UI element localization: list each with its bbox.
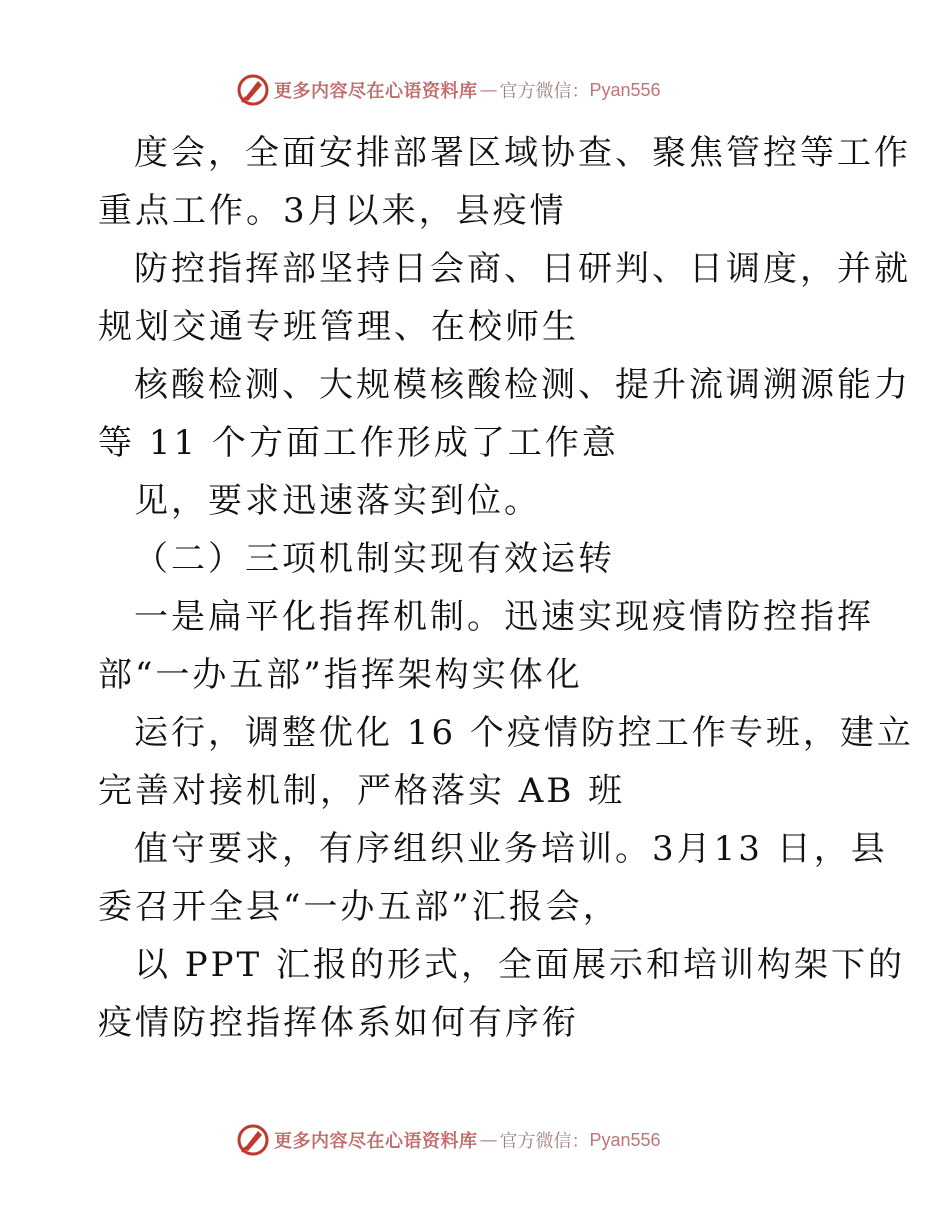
body-line: 核酸检测、大规模核酸检测、提升流调溯源能力: [134, 365, 911, 405]
watermark-separator: —: [479, 1129, 498, 1151]
body-line: 部“一办五部”指挥架构实体化: [98, 655, 583, 695]
section-heading: （二）三项机制实现有效运转: [134, 539, 615, 579]
body-line: 以 PPT 汇报的形式，全面展示和培训构架下的: [134, 945, 906, 985]
watermark-wechat-id: Pyan556: [589, 79, 661, 100]
body-line: 值守要求，有序组织业务培训。3月13 日，县: [134, 829, 888, 869]
watermark-title: 更多内容尽在心语资料库: [274, 81, 478, 102]
watermark-header: [236, 72, 661, 108]
body-line: 委召开全县“一办五部”汇报会，: [98, 887, 620, 927]
body-line: 防控指挥部坚持日会商、日研判、日调度，并就: [134, 249, 911, 289]
quill-logo-icon: [236, 73, 270, 107]
watermark-wechat-label: 官方微信：: [499, 1131, 590, 1152]
body-line: 见，要求迅速落实到位。: [134, 481, 541, 521]
body-line: 一是扁平化指挥机制。迅速实现疫情防控指挥: [134, 597, 874, 637]
body-line: 疫情防控指挥体系如何有序衔: [98, 1003, 579, 1043]
body-line: 运行，调整优化 16 个疫情防控工作专班，建立: [134, 713, 914, 753]
watermark-wechat-id: Pyan556: [589, 1129, 661, 1150]
document-body: [98, 124, 914, 1052]
body-line: 度会，全面安排部署区域协查、聚焦管控等工作: [134, 133, 911, 173]
watermark-separator: —: [479, 79, 498, 101]
watermark-footer: [236, 1122, 661, 1158]
watermark-wechat-label: 官方微信：: [499, 81, 590, 102]
body-line: 完善对接机制，严格落实 AB 班: [98, 771, 626, 811]
quill-logo-icon: [236, 1123, 270, 1157]
watermark-title: 更多内容尽在心语资料库: [274, 1131, 478, 1152]
body-line: 等 11 个方面工作形成了工作意: [98, 423, 619, 463]
body-line: 重点工作。3月以来，县疫情: [98, 191, 567, 231]
body-line: 规划交通专班管理、在校师生: [98, 307, 579, 347]
